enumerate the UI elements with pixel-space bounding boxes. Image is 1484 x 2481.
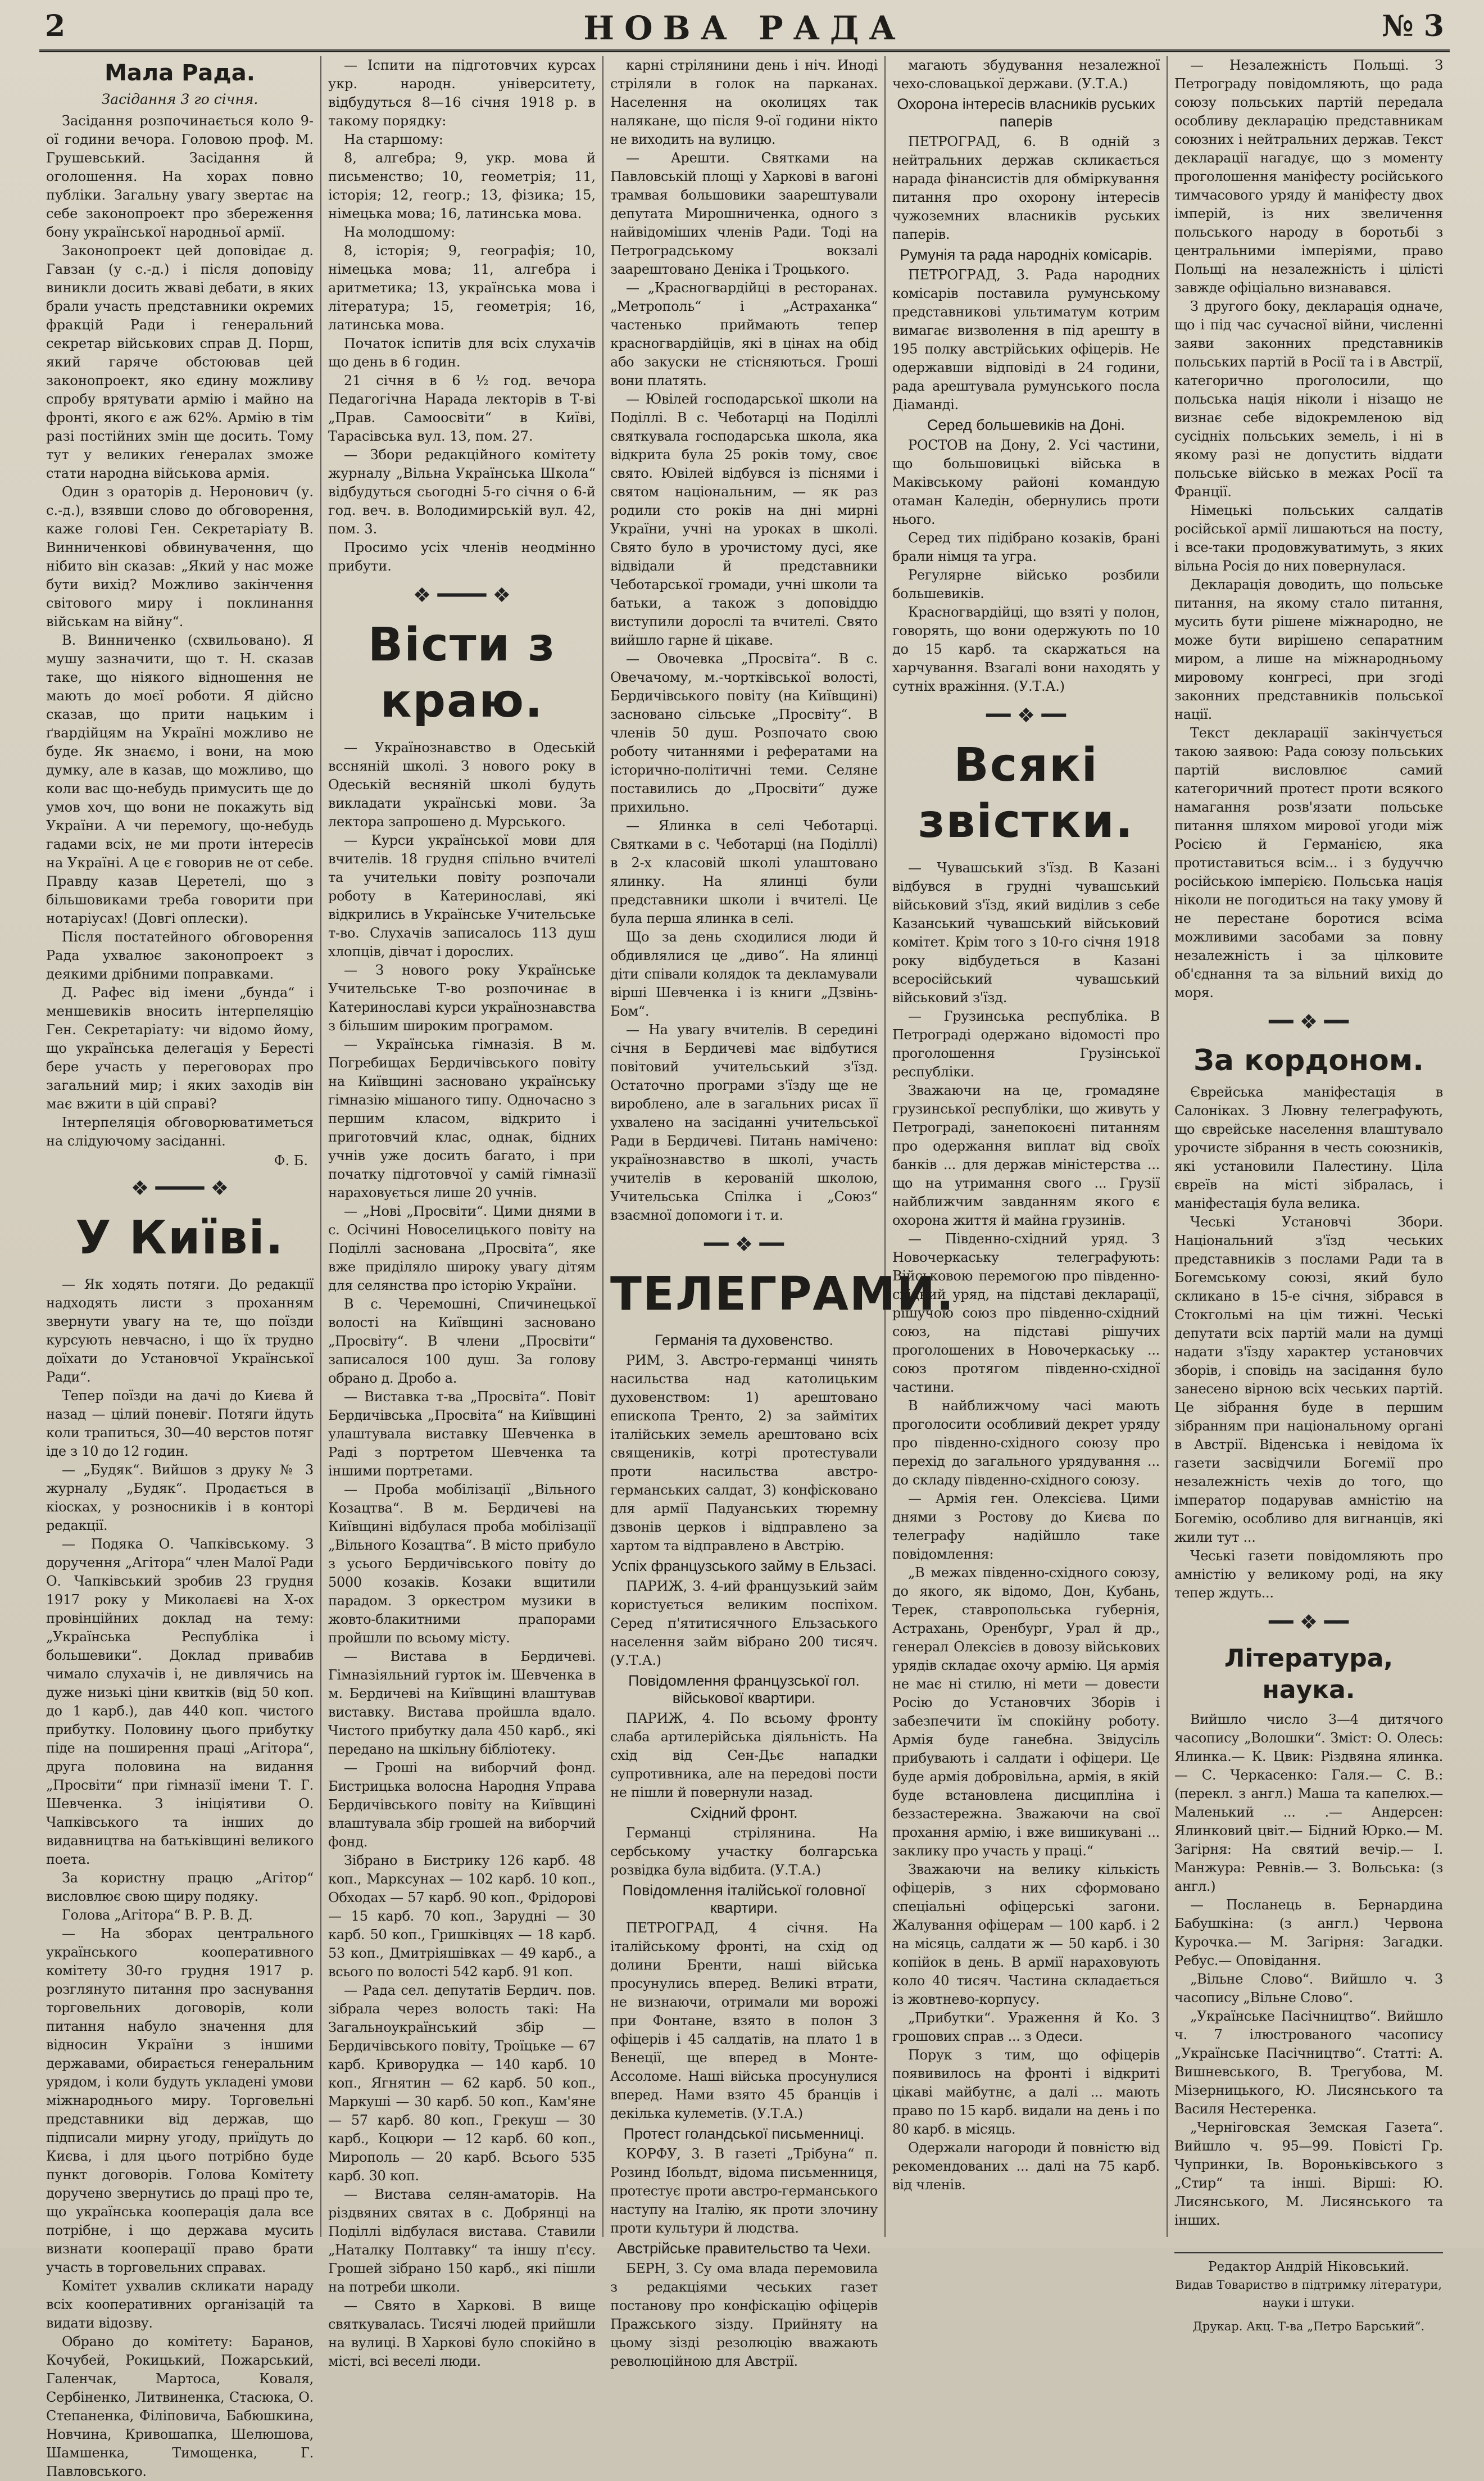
telegram-text: ПАРИЖ, 4. По всьому фронту слаба артилерійська діяльність. На схід від Сен-Дьє нападки супротивника, але на передові пости не пішли й повернули назад. [610,1710,878,1800]
news-item: — Армія ген. Олексієва. Цими днями з Ростову до Києва по телеграфу надійшло таке повідомлення: [892,1491,1160,1562]
printer-line: Друкар. Акц. Т-ва „Петро Барський“. [1192,2320,1425,2333]
news-item: — Вистава селян-аматорів. На різдвяних святах в с. Добрянці на Поділлі відбулася вистава. Ставили „Наталку Полтавку“ та іншу п'єсу. Грошей зібрано 150 карб., які пішли на потреби школи. [328,2186,596,2295]
column-4 [886,56,1168,2237]
news-item: Чеські газети повідомляють про амністію у великому роді, на яку тепер ждуть... [1174,1548,1443,1601]
news-item: — Чувашський з'їзд. В Казані відбувся в грудні чувашський військовий з'їзд, який виділив з себе Казанський чувашський військовий комітет. Крім того з 10-го січня 1918 року відбудеться в Казані всеросійський чувашський військовий з'їзд. [892,860,1160,1006]
news-item: Вийшло число 3—4 дитячого часопису „Волошки“. Зміст: О. Олесь: Ялинка.— К. Цвик: Різдвяна ялинка.— С. Черкасенко: Галя.— С. В.: (перекл. з англ.) Маша та капелюх.— Маленький ... .— Андерсен: Ялинковий цвіт.— Бідний Юрко.— М. Загірня: На святий вечір.— І. Манжура: Ревнів.— З. Вольська: (з англ.) [1174,1712,1443,1894]
ornament-divider: ━━ ❖ ━━ [704,1233,784,1256]
masthead [39,6,1450,52]
news-item: „Вільне Слово“. Вийшло ч. 3 часопису „Вільне Слово“. [1174,1971,1443,2005]
news-item: — Виставка т-ва „Просвіта“. Повіт Бердичівська „Просвіта“ на Київщині улаштувала виставку Шевченка в Раді з портретом Шевченка та іншими портретами. [328,1389,596,1479]
telegram-title: Германія та духовенство. [655,1332,833,1348]
section-heading-literature: Література, наука. [1224,1644,1394,1704]
article-paragraph: 21 січня в 6 ½ год. вечора Педагогічна Нарада лекторів в Т-ві „Прав. Самоосвіти“ в Київі, Тарасівська вул. 13, пом. 27. [328,373,596,444]
news-item: — Ювілей господарської школи на Поділлі. В с. Чеботарці на Поділлі святкувала господарська школа, яка відкрита була 25 років тому, своє свято. Ювілей відбувся із піснями і святом національним, — як раз родили сто років на дні мирні України, учні на уроках в школі. Свято було в урочистому дусі, яке відвідали й представники Чеботарської громади, учні школи та батьки, а також з доповіддю виступили дорослі та вчителі. Свято вийшло гарне й цікаве. [610,391,878,648]
article-paragraph: Інтерпеляція обговорюватиметься на слідуючому засіданні. [46,1115,314,1149]
news-item: Регулярне військо розбили большевиків. [892,567,1160,601]
news-item: — Посланець в. Бернардина Бабушкіна: (з англ.) Червона Курочка.— М. Загірня: Загадки. Ребус.— Оповідання. [1174,1897,1443,1968]
news-heading: Серед большевиків на Доні. [927,416,1126,433]
news-item: магають збудування незалежної чехо-словацької держави. (У.Т.А.) [892,57,1160,92]
news-item: — Незалежність Польщі. З Петрограду повідомляють, що рада союзу польських партій передала особливу декларацію представникам союзних і нейтральних держав. Текст декларації нагадує, що з моменту проголошення маніфесту російського тимчасового уряду й маніфесту двох імперій, із них звеличення польського народу в боротьбі з центральними імперіями, право Польщі на незалежність і цілісті завжде офіціально визнавався. [1174,57,1443,296]
news-item: Чеські Установчі Збори. Національний з'їзд чеських представників з послами Ради та в Богемському союзі, який було скликано в 15-е січня, зібрався в Стокгольмі на цім тижні. Чеські депутати всіх партій мали на думці надати з'їзду характер установчих зборів, і сповідь на засідання було занесено вірною всіх чеських партій. Це зібрання буде в першим зібранням при національному органі в Австрії. Віденська і невідома їх газети засвідчили Богемії про незалежність чехів до того, що імператор подарував амністію на Богемію, особливо для вигнанців, які жили тут ... [1174,1214,1443,1545]
news-item: — Свято в Харкові. В вище святкувалась. Тисячі людей прийшли на вулиці. В Харкові було спокійно в місті, всі веселі люди. [328,2298,596,2369]
news-item: — Як ходять потяги. До редакції надходять листи з проханням звернути увагу на те, що поїзди курсують невчасно, і що їх трудно доїхати до Установчої Української Ради“. [46,1276,314,1385]
news-item: Серед тих підібрано козаків, брані брали німця та угра. [892,530,1160,564]
article-paragraph: Після постатейного обговорення Рада ухвалює законопроект з деякими дрібними поправками. [46,929,314,982]
news-item: Красногвардійці, що взяті у полон, говорять, що вони одержують по 10 до 15 карб. та скаржаться на харчування. Взагалі вони находять у сутніх вражіння. (У.Т.А.) [892,604,1160,694]
news-item: — Вистава в Бердичеві. Гімназіяльний гурток ім. Шевченка в м. Бердичеві на Київщині влаштував виставку. Вистава пройшла вдало. Чистого прибутку дала 450 карб., які передано на шкільну бібліотеку. [328,1649,596,1757]
news-item: — „Красногвардійці в ресторанах. „Метрополь“ і „Астраханка“ частенько приймають тепер красногвардійців, які в цінах на обід або закуски не стісняються. Гроші вони платять. [610,280,878,388]
news-item: — „Нові „Просвіти“. Цими днями в с. Осічині Новоселицького повіту на Поділлі заснована „Просвіта“, яке вже приділяло широку увагу дітям для селянства про історію України. [328,1203,596,1293]
news-item: Порук з тим, що офіцерів появивилось на фронті і відкриті цікаві майбутнє, а далі ... мають право по 15 карб. видали на день і по 80 карб. в місяць. [892,2047,1160,2137]
session-line: Засідання 3 го січня. [101,91,258,107]
news-item: Єврейська маніфестація в Салоніках. З Лювну телеграфують, що єврейське населення влаштувало урочисте зібрання в честь союзників, які установили Палестину. Ціла євреїв на місті зібралась, і маніфестація була велика. [1174,1084,1443,1211]
news-item: Тепер поїзди на дачі до Києва й назад — цілий поневіг. Потяги йдуть коли трапиться, 30—40 верстов потяг іде з 10 до 12 годин. [46,1388,314,1459]
news-item: Що за день сходилися люди й обдивлялися це „диво“. На ялинці діти співали колядок та декламували вірші Шевченка і із книги „Дзвінь-Бом“. [610,929,878,1019]
column-1 [39,56,321,2479]
telegram-text: БЕРН, 3. Су ома влада перемовила з редакціями чеських газет постанову про конфіскацію офіцерів Пражського зізду. Прийняту на цьому зізді резолюцію вважають революційною для Австрії. [610,2261,878,2369]
telegram-text: РИМ, 3. Австро-германці чинять насильства над католицьким духовенством: 1) арештовано епископа Тренто, 2) за займітих італійських земель арештовано всіх священиків, котрі протестували проти насильства австро-германських салдат, 3) конфісковано для армії Падуанських тюремну дзвонів церков і відправлено за хартом та відправлено в Австрію. [610,1352,878,1554]
editor-line: Редактор Андрій Ніковський. [1208,2260,1409,2274]
news-item: З другого боку, декларація одначе, що і під час сучасної війни, численні заяви законних представників польських партій в Росії та і в Австрії, категорично проголосили, що польська нація ніколи і нізащо не визнає себе відокремленою від сусідніх польських земель, і ні в якому разі не допустить віддати польське військо в межах Росії та Франції. [1174,298,1443,500]
telegram-text: ПЕТРОГРАД, 4 січня. На італійському фронті, на схід од долини Бренти, наші війська просунулись вперед. Великі втрати, не визнаючи, отримали ми ворожі при Фонтане, взято в полон 3 офіцерів і 45 салдатів, на плато 1 в Венеції, ще вперед в Монте-Ассоломе. Наші війська просунулися вперед. Нами взято 45 бранців і декілька кулеметів. (У.Т.А.) [610,1920,878,2121]
news-item: — З нового року Українське Учительське Т-во розпочинає в Катеринославі курси українознавства з більшим широким програмом. [328,962,596,1034]
ornament-divider: ━━ ❖ ━━ [986,704,1066,727]
news-item: — Українознавство в Одеській вссняній школі. З нового року в Одеській весняній школі будуть викладати українські мови. За лектора запрошено д. Мурського. [328,740,596,830]
news-item: — Ялинка в селі Чеботарці. Святками в с. Чеботарці (на Поділлі) в 2-х класовій школі улаштовано ялинку. На ялинці були представники школи і вчителі. Це була перша ялинка в селі. [610,818,878,926]
news-item: „Українське Пасічництво“. Вийшло ч. 7 ілюстрованого часопису „Українське Пасічництво“. Статті: А. Вишневського, В. Трегубова, М. Мізерницького, Ю. Лисянського та Василя Нестеренка. [1174,2008,1443,2117]
article-paragraph: Один з ораторів д. Неронович (у. с.-д.), взявши слово до обговорення, каже голові Ген. Секретаріату В. Винниченкові обвинувачення, що нібито він сказав: „Який у нас може бути вихід? Можливо закінчення світового миру і поклинання військам на війну“. [46,484,314,630]
news-item: В найближчому часі мають проголосити особливий декрет уряду про південно-східного союзу про перехід до загального урядування ... до складу південно-східного союзу. [892,1398,1160,1488]
article-paragraph: На молодшому: [344,224,456,240]
news-item: „В межах південно-східного союзу, до якого, як відомо, Дон, Кубань, Терек, ставропольська губернія, Астрахань, Оренбург, Урал й др., генерал Олексієв в довозу військових урядів складає охочу армію. Ця армія не має ні стилю, ні мети — довести Росію до Установчих Зборів і забезпечити їм спокійну роботу. Армія буде ганебна. Звідусіль прибувають і салдати і офіцери. Це буде армія добровільна, армія, в якій буде встановлена дисципліна і беззастережна. Зважаючи на свої прохання армію, і вже вишикувані ... заклику про участь у праці.“ [892,1565,1160,1859]
imprint [1174,2252,1443,2335]
telegram-title: Повідомлення французської гол. військової квартири. [628,1672,860,1706]
article-paragraph: В. Винниченко (схвильовано). Я мушу зазначити, що т. Н. сказав таке, що ніякого відношення не мають до моєї роботи. Я дійсно сказав, що прити нацьким і ґвардійцям на Україні можливо не буде. Як знаємо, і вони, на мою думку, але в казав, що можливо, що коли вас що-небудь примусить ще до умов хоч, що вони не покажуть від України. А чи перемогу, що-небудь гадами всіх, не ми проти інтересів на Україні. А це є говорив не от себе. Правду казав Церетелі, що з більшовиками треба говорити при нотаріусах! (Довгі оплески). [46,632,314,926]
ornament-divider: ❖ ━━━━ ❖ [412,584,511,607]
issue-number: № 3 [1382,9,1444,43]
column-2 [321,56,603,2369]
section-heading-various-news: Всякі звістки. [918,739,1134,848]
article-paragraph: — Іспити на підготовчих курсах укр. народн. університету, відбудуться 8—16 січня 1918 р. в такому порядку: [328,57,596,129]
news-item: Зважаючи на це, громадяне грузинської республіки, що живуть у Петрограді, занепокоєні питанням про одержання виплат від своїх банків ... для держав міністерства ... що на утримання свого ... Грузії найближчим завданням якого є охорона життя й майна грузинів. [892,1083,1160,1228]
news-item: Текст декларації закінчується такою заявою: Рада союзу польських партій висловлює самий категоричний протест проти всякого намагання розв'язати польське питання шляхом мирової угоди між Росією й Германією, яка протиставиться всім... і з будуччю російською імперією. Польська нація ніколи не погодиться на таку умову й не перестане боротися всіма можливими засобами за повну незалежність і за цілковите об'єднання та за вільний вихід до моря. [1174,725,1443,1000]
telegram-text: ПАРИЖ, 3. 4-ий французький займ користується великим поспіхом. Серед п'ятитисячного Ельзаського населення займ вібрано 200 тисяч. (У.Т.А.) [610,1578,878,1668]
telegram-title: Успіх французського займу в Ельзасі. [611,1558,877,1574]
news-item: Німецькі польських салдатів російської армії лишаються на посту, і все-таки продовжуватимуть, з яких вільна Росія до них повернулася. [1174,502,1443,574]
article-paragraph: 8, історія; 9, географія; 10, німецька мова; 11, алгебра і аритметика; 13, українська мова і література; 15, геометрія; 16, латинська мова. [328,243,596,333]
telegram-title: Протест голандської письменниці. [623,2125,865,2142]
news-item: — „Будяк“. Вийшов з друку № 3 журналу „Будяк“. Продається в кіосках, у розносників і в конторі редакції. [46,1462,314,1533]
article-paragraph: Просимо усіх членів неодмінно прибути. [328,540,596,574]
news-heading: Охорона інтересів власників руських паперів [897,96,1155,130]
ornament-divider: ━━ ❖ ━━ [1269,1011,1349,1034]
news-item: — Арешти. Святками на Павловській площі у Харкові в вагоні трамвая большовики заарештували депутата Мирошниченка, одного з найвідоміших членів Ради. Тоді на Петроградському вокзалі заарештовано Деніка і Троцького. [610,150,878,277]
news-item: — Рада сел. депутатів Бердич. пов. зібрала через волость такі: На Загальноукраїнський збір — Бердичівського повіту, Троїцьке — 67 карб. Криворудка — 140 карб. 10 коп., Ягнятин — 62 карб. 50 коп., Маркуші — 30 карб. 50 коп., Кам'яне — 57 карб. 80 коп., Грекуш — 30 карб., Коцюри — 12 карб. 60 коп., Мирополь — 20 карб. Всього 535 карб. 30 коп. [328,1982,596,2184]
news-item: „Прибутки“. Ураження й Ко. З грошових справ ... з Одеси. [892,2010,1160,2044]
column-3 [603,56,955,2369]
news-item: — Грузинська республіка. В Петрограді одержано відомості про проголошення Грузінської республіки. [892,1008,1160,1080]
article-paragraph: Засідання розпочинається коло 9-ої години вечора. Головою проф. М. Грушевський. Засідання й оголошення. На хорах повно публіки. Загальну увагу звертає на себе законопроект про збереження бону української народньої армії. [46,113,314,240]
news-item: — На зборах центрального українського кооперативного комітету 30-го грудня 1917 р. розглянуто питання про заснування торговельних договорів, коли питання набуло значення для відносин України з іншими державами, обирається генеральним урядом, і коли будуть укладені умови міжнароднього миру. Торговельні представники від держав, що підписали мирну угоду, приїдуть до Києва, і для цього потрібно буде пункт договорів. Голова Комітету доручено звернутись до праці про те, що українська кооперація дала все потрібне, і що держава мусить визнати кооперації право брати участь в торговельних справах. [46,1926,314,2275]
news-item: „Черніговская Земская Газета“. Вийшло ч. 95—99. Повісті Гр. Чупринки, Ів. Вороньківського з „Стир“ та інші. Вірші: Ю. Лисянського, М. Лисянського та інших. [1174,2120,1443,2228]
telegram-text: Германці стрілянина. На сербському участку болгарська розвідка була відбита. (У.Т.А.) [610,1825,878,1878]
news-item: Комітет ухвалив скликати нараду всіх кооперативних організацій та видати відозву. [46,2278,314,2331]
telegram-title: Австрійське правительство та Чехи. [617,2240,871,2257]
publisher-line: Видав Товариство в підтримку літератури, науки і штуки. [1175,2278,1442,2310]
news-item: Декларація доводить, що польське питання, на якому стало питання, мусить бути рішене міжнародно, не може бути вирішено сепаратним миром, а лише на міжнародньому мировому конгресі, при згоді законних представників польської нації. [1174,577,1443,722]
news-item: — Проба мобілізації „Вільного Козацтва“. В м. Бердичеві на Київщині відбулася проба мобілізації „Вільного Козацтва“. В місто прибуло з усього Бердичівського повіту до 5000 козаків. Козаки вщитили парадом. З оркестром музики в жовто-блакитними прапорами пройшли по всьому місту. [328,1482,596,1646]
news-item: За користну працю „Агітор“ висловлює свою щиру подяку. [46,1870,314,1904]
news-item: ПЕТРОГРАД, 6. В одній з нейтральних держав скликається нарада фінансистів для обміркування питання про охорону інтересів чужоземних власників руських паперів. [892,134,1160,242]
news-item: Голова „Агітора“ В. Р. В. Д. [62,1907,253,1923]
page-number: 2 [45,9,66,43]
newspaper-title: НОВА РАДА [583,9,906,47]
section-heading-telegrams: ТЕЛЕГРАМИ. [610,1267,955,1321]
section-heading-abroad: За кордоном. [1193,1044,1424,1077]
news-item: — Українська гімназія. В м. Погребищах Бердичівського повіту на Київщині засновано українську гімназію мішаного типу. Одночасно з першим класом, відкрито і приготовчий клас, однак, бідних учнів уже досить багато, і при початку підготовчої у самій гімназії нараховується лише 20 учнів. [328,1036,596,1201]
news-item: — Курси української мови для вчителів. 18 грудня спільно вчителі та учительки повіту розпочали роботу в Катеринославі, які відкрились в Українське Учительське т-во. Слухачів записалось 113 душ хлопців, дівчат і дорослих. [328,832,596,959]
article-paragraph: Д. Рафес від імени „бунда“ і меншевиків вносить інтерпеляцію Ген. Секретаріату: чи відомо йому, що українська делегація у Бересті бере участь у переговорах про загальний мир; і яких заходів він має вжити в цій справі? [46,985,314,1112]
columns [39,56,1450,2479]
telegram-title: Східний фронт. [690,1804,798,1821]
article-paragraph: Законопроект цей доповідає д. Гавзан (у с.-д.) і після доповіду виникли досить жваві дебати, в яких брали участь представники окремих фракцій Ради і генеральний секретар військових справ Д. Порш, який гаряче обстоював цей законопроект, яко єдину можливу спробу врятувати армію і майно на фронті, якого є аж 62%. Армію в тім разі постійних змін ще досить. Тому тут у великих ґенералах зможе стати народна військова армія. [46,243,314,481]
news-item: — Гроші на виборчий фонд. Бистрицька волосна Народня Управа Бердичівського повіту на Київщині влаштувала збір грошей на виборчий фонд. [328,1760,596,1850]
section-heading-mala-rada: Мала Рада. [105,60,255,86]
news-item: — Овочевка „Просвіта“. В с. Овечачому, м.-чортківської волості, Бердичівського повіту (на Київщині) засновано сільське „Просвіту“. В членів 50 душ. Розпочато свою роботу читаннями і рефератами на історично-політичні теми. Селяне поставились до „Просвіти“ дуже прихильно. [610,651,878,815]
news-item: РОСТОВ на Дону, 2. Усі частини, що большовицькі війська в Маківському районі командую отаман Каледін, обернулись проти нього. [892,437,1160,527]
article-paragraph: На старшому: [344,132,443,147]
news-item: Одержали нагороди й повністю від рекомендованих ... далі на 75 карб. від членів. [892,2140,1160,2193]
news-item: ПЕТРОГРАД, 3. Рада народних комісарів поставила румунському представникові ультиматум котрим вимагає визволення в під арешту в 195 полку австрійських офіцерів. Не одержавши відповіді в 24 години, рада арештувала румунського посла Діаманді. [892,267,1160,413]
column-5 [1168,56,1450,2333]
news-item: карні стрілянини день і ніч. Иноді стріляли в голок на парканах. Населення на околицях так налякане, що після 9-ої години нікто не виходить на вулицю. [610,57,878,147]
article-signature: Ф. Б. [274,1153,308,1169]
section-heading-news-from-region: Вісти з краю. [367,618,556,728]
telegram-title: Повідомлення італійської головної квартири. [622,1882,866,1916]
news-item: — На увагу вчителів. В середині січня в Бердичеві має відбутися повітовий учительський з'їзд. Остаточно програми з'їзду ще не вироблено, але в загальних рисах її ухвалено на засіданні учительської Ради в Бердичеві. Питань намічено: українознавство в школі, участь учителів в керованій школою, Учительська Спілка і „Союз“ взаємної допомоги і т. и. [610,1022,878,1223]
news-heading: Румунія та рада народніх комісарів. [900,246,1152,263]
ornament-divider: ━━ ❖ ━━ [1269,1611,1349,1634]
article-paragraph: 8, алгебра; 9, укр. мова й письменство; 10, геометрія; 11, історія; 12, геогр.; 13, фізика; 15, німецька мова; 16, латинська мова. [328,150,596,221]
news-item: Обрано до комітету: Баранов, Кочубей, Рокицький, Пожарський, Галенчак, Мартоса, Коваля, Сербіненко, Литвиненка, Стасюка, О. Степаненка, Філіповича, Бабюшкина, Новчина, Кривошапка, Шелюшова, Шамшенка, Тимощенка, Г. Павловського. [46,2334,314,2479]
news-item: — Подяка О. Чапківському. З доручення „Агітора“ член Малої Ради О. Чапківський зробив 23 грудня 1917 року у Миколаєві на Х-ох провінційних доклад на тему: „Українська Республіка і большевики“. Доклад привабив чимало слухачів і, не дивлячись на дуже низькі ціни квитків (від 50 коп. до 1 карб.), дав 440 коп. чистого прибутку. Половину цього прибутку піде на поширення праці „Агітора“, друга половина на видання „Просвіти“ при гімназії імени Т. Г. Шевченка. З ініціятиви О. Чапківського та інших до видавництва на батьківщині великого поета. [46,1536,314,1867]
news-item: Зважаючи на велику кількість офіцерів, з них сформовано спеціальні офіцерські загони. Жалування офіцерам — 100 карб. і 2 на місяць, салдати ж — 50 карб. і 30 копійок в день. В армії нараховують коло 40 тисяч. Частина складається із жовтнево-корпусу. [892,1862,1160,2007]
news-item: — Південно-східний уряд. З Новочеркаську телеграфують: Військовою перемогою про південно-східний уряд, на підставі декларації, рішучою союз про південно-східний союз, на підставі рішучих проголошених в Новочеркаську ... союз протягом південно-східної частини. [892,1231,1160,1395]
section-heading-kyiv: У Київі. [75,1211,284,1265]
article-paragraph: — Збори редакційного комітету журналу „Вільна Українська Школа“ відбудуться сьогодні 5-го січня о 6-й год. веч. в. Володимирській вул. 42, пом. 3. [328,447,596,537]
telegram-text: КОРФУ, 3. В газеті „Трібуна“ п. Розинд Ібольдт, відома письменниця, протестує проти австро-германського наступу на Італію, як проти злочину проти культури й людства. [610,2146,878,2236]
article-paragraph: Початок іспитів для всіх слухачів що день в 6 годин. [328,336,596,370]
news-item: Зібрано в Бистрику 126 карб. 48 коп., Марксунах — 102 карб. 10 коп., Обходах — 57 карб. 90 коп., Фрідорові — 15 карб. 70 коп., Зарудні — 30 карб. 50 коп., Гришківцях — 18 карб. 53 коп., Дмитріяшівках — 49 карб., а всього по волості 542 карб. 91 коп. [328,1853,596,1980]
ornament-divider: ❖ ━━━━ ❖ [130,1177,229,1200]
news-item: В с. Черемошні, Спичинецької волості на Київщині засновано „Просвіту“. В члени „Просвіти“ записалося 100 душ. За голову обрано д. Дробо а. [328,1296,596,1386]
